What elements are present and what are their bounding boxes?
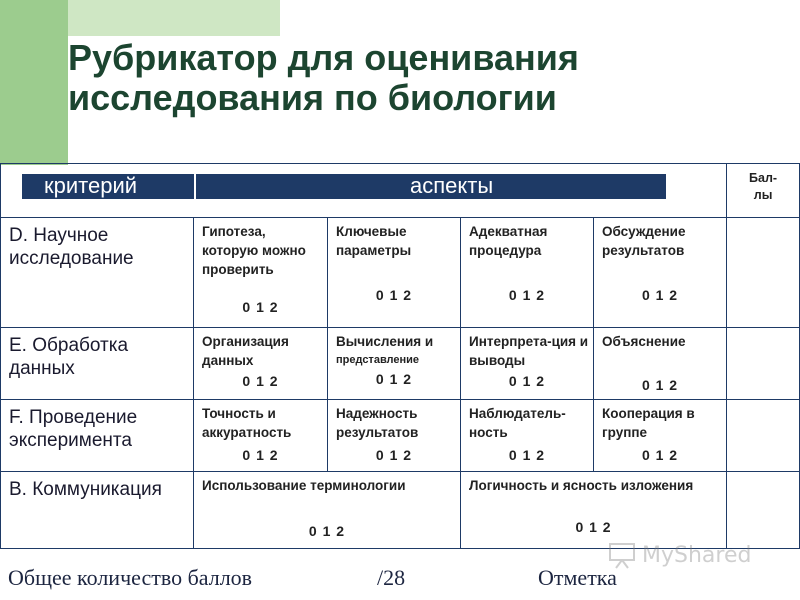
score-options: 0 1 2 (508, 287, 546, 303)
aspect-text: Кооперация в группе (602, 406, 695, 440)
score-options: 0 1 2 (375, 447, 413, 463)
score-options: 0 1 2 (575, 519, 612, 535)
aspect-text: Обсуждение результатов (602, 224, 686, 258)
score-options: 0 1 2 (508, 373, 546, 389)
score-options: 0 1 2 (242, 447, 279, 463)
presentation-icon (608, 541, 638, 569)
score-options: 0 1 2 (641, 447, 679, 463)
table-row (1, 328, 800, 400)
points-cell (727, 218, 800, 328)
aspect-cell (594, 328, 727, 400)
score-options: 0 1 2 (641, 287, 679, 303)
aspect-cell (594, 218, 727, 328)
score-options: 0 1 2 (508, 447, 546, 463)
score-options: 0 1 2 (641, 377, 679, 393)
aspect-cell (194, 472, 461, 549)
aspect-cell (328, 328, 461, 400)
total-points-label: Общее количество баллов (8, 565, 253, 590)
title-line-2: исследования по биологии (68, 77, 557, 118)
aspect-cell (594, 400, 727, 472)
aspect-cell (194, 328, 328, 400)
aspect-cell (328, 400, 461, 472)
aspect-text: Ключевые параметры (336, 224, 412, 258)
watermark-logo (608, 541, 768, 571)
points-cell (727, 400, 800, 472)
header-divider (194, 174, 196, 199)
aspect-text: Наблюдатель-ность (469, 406, 566, 440)
aspects-header: аспекты (410, 173, 494, 198)
criterion-cell: E. Обработка данных (1, 328, 194, 400)
score-options: 0 1 2 (242, 299, 279, 315)
green-accent-block (68, 0, 280, 36)
aspect-cell (194, 400, 328, 472)
aspect-text: Логичность и ясность изложения (469, 478, 694, 493)
total-points-max: /28 (377, 565, 406, 590)
score-options: 0 1 2 (242, 373, 279, 389)
rubric-table (0, 163, 800, 549)
watermark-text: MyShared (642, 543, 752, 568)
aspect-text: Объяснение (602, 334, 686, 349)
grade-label: Отметка (538, 565, 617, 590)
aspect-text: Интерпрета-ция и выводы (469, 334, 589, 368)
aspect-cell (461, 328, 594, 400)
header-band (22, 174, 666, 199)
aspect-text: Гипотеза, которую можно проверить (202, 224, 306, 277)
criterion-cell: D. Научное исследование (1, 218, 194, 328)
aspect-cell (328, 218, 461, 328)
points-cell (727, 328, 800, 400)
table-row (1, 218, 800, 328)
table-row (1, 472, 800, 549)
title-line-1: Рубрикатор для оценивания (68, 37, 579, 78)
green-accent-bar (0, 0, 68, 165)
criterion-header: критерий (44, 173, 138, 198)
aspect-text: Вычисления и (336, 334, 434, 349)
aspect-cell (194, 218, 328, 328)
score-options: 0 1 2 (308, 523, 346, 539)
criterion-cell: B. Коммуникация (1, 472, 194, 549)
points-header-text: Бал- лы (749, 171, 778, 202)
aspect-text-small: представление (336, 354, 420, 366)
aspect-text: Организация данных (202, 334, 289, 368)
aspect-text: Точность и аккуратность (202, 406, 292, 440)
aspect-text: Использование терминологии (202, 478, 406, 493)
aspect-text: Адекватная процедура (469, 224, 548, 258)
points-cell (727, 472, 800, 549)
points-header (727, 164, 800, 218)
aspect-cell (461, 218, 594, 328)
score-options: 0 1 2 (375, 287, 413, 303)
score-options: 0 1 2 (375, 371, 413, 387)
aspect-cell (461, 400, 594, 472)
slide-title (68, 38, 768, 118)
criterion-cell: F. Проведение эксперимента (1, 400, 194, 472)
table-row (1, 400, 800, 472)
aspect-text: Надежность результатов (336, 406, 419, 440)
aspect-cell (461, 472, 727, 549)
